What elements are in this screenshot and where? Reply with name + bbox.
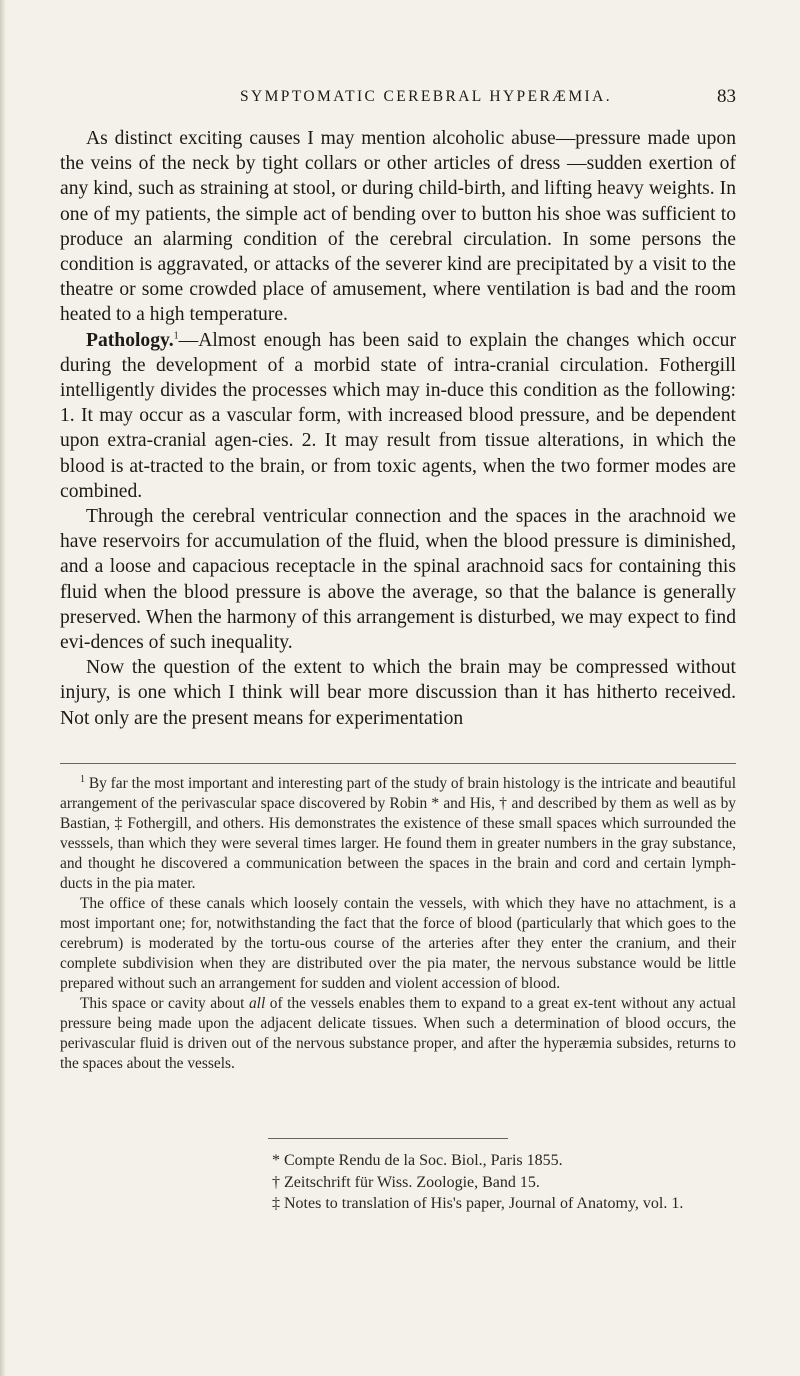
footnote-2: The office of these canals which loosely contain the vessels, with which they have no attachment, is a most important one; for, notwithstanding the fact that the force of blood (particularly that which goes to the cerebrum) is moderated by the tortu-ous course of the arteries after they enter the cranium, and their complete subdivision when they are distributed over the pia mater, the nervous substance would be little prepared without such an arrangement for sudden and violent accession of blood.: [60, 895, 736, 992]
paragraph-arachnoid: Through the cerebral ventricular connection and the spaces in the arachnoid we have reservoirs for accumulation of the fluid, when the blood pressure is diminished, and a loose and capacious receptacle in the spinal arachnoid sacs for containing this fluid when the blood pressure is above the average, so that the balance is generally preserved. When the harmony of this arrangement is disturbed, we may expect to find evi-dences of such inequality.: [60, 506, 736, 654]
paragraph-pathology: [60, 328, 736, 504]
footnote-3-text-b: of the vessels enables them to expand to a great ex-tent without any actual pressure being made upon the adjacent delicate tissues. When such a determination of blood occurs, the perivascular fluid is driven out of the nervous substance proper, and after the hyperæmia subsides, returns to the spaces about the vessels.: [60, 995, 736, 1072]
footnote-1-text: By far the most important and interesting part of the study of brain histology is the intricate and beautiful arrangement of the perivascular space discovered by Robin * and His, † and described by them as well as by Bastian, ‡ Fothergill, and others. His demonstrates the existence of these small spaces which surrounded the vesssels, than which they were several times larger. He found them in greater numbers in the gray substance, and thought he discovered a communication between the spaces in the brain and cord and certain lymph-ducts in the pia mater.: [60, 775, 736, 892]
footnote-3: [60, 994, 736, 1074]
footnote-3-text-a: This space or cavity about: [80, 995, 249, 1012]
references: [272, 1150, 752, 1215]
reference-divider: [268, 1138, 508, 1139]
page-edge: [0, 0, 6, 1376]
paragraph-causes: As distinct exciting causes I may mention alcoholic abuse—pressure made upon the veins of the neck by tight collars or other articles of dress —sudden exertion of any kind, such as straining at stool, or during child-birth, and lifting heavy weights. In one of my patients, the simple act of bending over to button his shoe was sufficient to produce an alarming condition of the cerebral circulation. In some persons the condition is aggravated, or attacks of the severer kind are precipitated by a visit to the theatre or some crowded place of amusement, where ventilation is bad and the room heated to a high temperature.: [60, 128, 736, 326]
footnote-3-emphasis: all: [248, 995, 266, 1012]
main-text: [60, 126, 736, 731]
footnotes: [60, 774, 736, 1074]
pathology-text: —Almost enough has been said to explain the changes which occur during the development of a morbid state of intra-cranial circulation. Fothergill intelligently divides the processes which may in-duce this condition as the following: 1. It may occur as a vascular form, with increased blood pressure, and be dependent upon extra-cranial agen-cies. 2. It may result from tissue alterations, in which the blood is at-tracted to the brain, or from toxic agents, when the two former modes are combined.: [60, 329, 736, 502]
page-number: 83: [717, 86, 736, 107]
running-head: SYMPTOMATIC CEREBRAL HYPERÆMIA.: [240, 88, 612, 105]
footnote-1: [60, 774, 736, 894]
pathology-heading: Pathology.: [86, 329, 174, 351]
page-header: [116, 88, 736, 114]
reference-item: * Compte Rendu de la Soc. Biol., Paris 1855.: [272, 1152, 563, 1169]
footnote-marker: 1: [173, 330, 179, 342]
reference-item: ‡ Notes to translation of His's paper, Journal of Anatomy, vol. 1.: [272, 1195, 684, 1212]
reference-item: † Zeitschrift für Wiss. Zoologie, Band 15.: [272, 1173, 540, 1191]
paragraph-compression: Now the question of the extent to which the brain may be compressed without injury, is one which I think will bear more discussion than it has hitherto received. Not only are the present means for experimentation: [60, 657, 736, 729]
footnote-number: 1: [80, 773, 85, 785]
footnote-divider: [60, 763, 736, 764]
